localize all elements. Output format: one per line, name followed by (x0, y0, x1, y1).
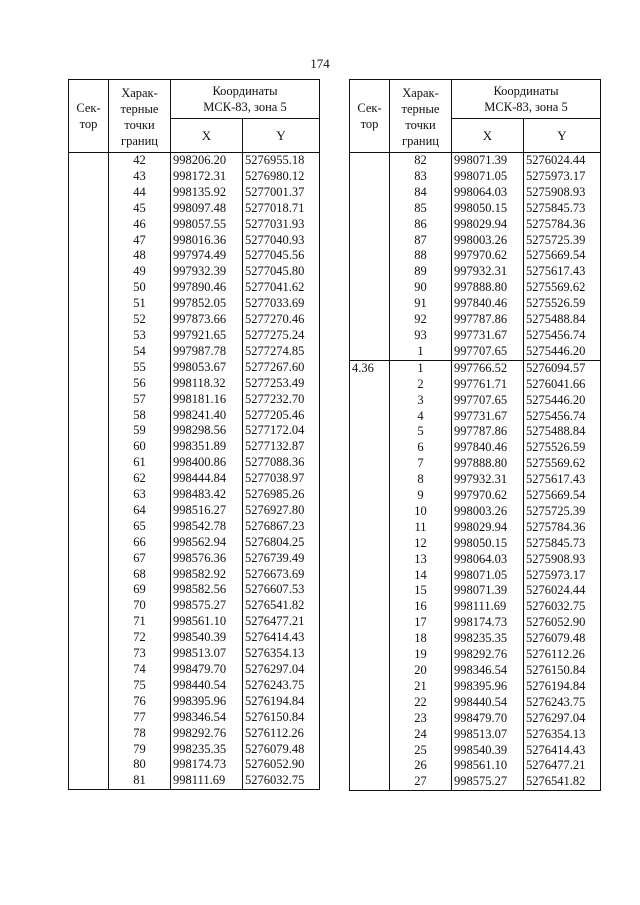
x-coordinate-cell: 997787.86 (452, 424, 524, 440)
header-y: Y (524, 119, 601, 153)
x-coordinate-cell: 998395.96 (452, 679, 524, 695)
x-coordinate-cell: 998181.16 (171, 392, 243, 408)
x-coordinate-cell: 998513.07 (171, 646, 243, 662)
x-coordinate-cell: 998513.07 (452, 727, 524, 743)
y-coordinate-cell: 5275488.84 (524, 424, 601, 440)
y-coordinate-cell: 5275908.93 (524, 185, 601, 201)
point-number-cell: 10 (390, 504, 452, 520)
point-number-cell: 79 (109, 742, 171, 758)
y-coordinate-cell: 5276112.26 (243, 726, 320, 742)
y-coordinate-cell: 5276414.43 (243, 630, 320, 646)
point-number-cell: 18 (390, 631, 452, 647)
point-number-cell: 89 (390, 264, 452, 280)
y-coordinate-cell: 5277132.87 (243, 439, 320, 455)
x-coordinate-cell: 998135.92 (171, 185, 243, 201)
point-number-cell: 68 (109, 567, 171, 583)
x-coordinate-cell: 998064.03 (452, 552, 524, 568)
point-number-cell: 61 (109, 455, 171, 471)
point-number-cell: 59 (109, 423, 171, 439)
x-coordinate-cell: 998241.40 (171, 408, 243, 424)
y-coordinate-cell: 5275669.54 (524, 248, 601, 264)
point-number-cell: 90 (390, 280, 452, 296)
point-number-cell: 47 (109, 233, 171, 249)
y-coordinate-cell: 5276112.26 (524, 647, 601, 663)
header-coords-label: Координаты МСК-83, зона 5 (203, 84, 287, 114)
point-number-cell: 50 (109, 280, 171, 296)
x-coordinate-cell: 997852.05 (171, 296, 243, 312)
x-coordinate-cell: 998029.94 (452, 217, 524, 233)
point-number-cell: 23 (390, 711, 452, 727)
x-coordinate-cell: 997932.39 (171, 264, 243, 280)
y-coordinate-cell: 5277033.69 (243, 296, 320, 312)
point-number-cell: 80 (109, 757, 171, 773)
y-coordinate-cell: 5276804.25 (243, 535, 320, 551)
y-coordinate-cell: 5276354.13 (243, 646, 320, 662)
x-coordinate-cell: 998053.67 (171, 360, 243, 376)
point-number-cell: 12 (390, 536, 452, 552)
sector-cell: 4.36 (350, 360, 390, 790)
x-coordinate-cell: 997987.78 (171, 344, 243, 360)
coordinates-table-left (68, 79, 320, 790)
y-coordinate-cell: 5276607.53 (243, 582, 320, 598)
y-coordinate-cell: 5276867.23 (243, 519, 320, 535)
point-number-cell: 76 (109, 694, 171, 710)
x-coordinate-cell: 998479.70 (171, 662, 243, 678)
point-number-cell: 91 (390, 296, 452, 312)
x-coordinate-cell: 998016.36 (171, 233, 243, 249)
y-coordinate-cell: 5277018.71 (243, 201, 320, 217)
y-coordinate-cell: 5277172.04 (243, 423, 320, 439)
x-coordinate-cell: 998561.10 (452, 758, 524, 774)
x-coordinate-cell: 998540.39 (171, 630, 243, 646)
point-number-cell: 63 (109, 487, 171, 503)
x-coordinate-cell: 998071.39 (452, 583, 524, 599)
point-number-cell: 21 (390, 679, 452, 695)
point-number-cell: 26 (390, 758, 452, 774)
point-number-cell: 60 (109, 439, 171, 455)
point-number-cell: 81 (109, 773, 171, 789)
x-coordinate-cell: 997731.67 (452, 328, 524, 344)
y-coordinate-cell: 5275526.59 (524, 440, 601, 456)
x-coordinate-cell: 997888.80 (452, 456, 524, 472)
point-number-cell: 65 (109, 519, 171, 535)
point-number-cell: 66 (109, 535, 171, 551)
y-coordinate-cell: 5276541.82 (524, 774, 601, 790)
y-coordinate-cell: 5276094.57 (524, 360, 601, 376)
x-coordinate-cell: 998582.92 (171, 567, 243, 583)
point-number-cell: 2 (390, 377, 452, 393)
point-number-cell: 85 (390, 201, 452, 217)
point-number-cell: 15 (390, 583, 452, 599)
y-coordinate-cell: 5275446.20 (524, 344, 601, 360)
point-number-cell: 82 (390, 153, 452, 169)
y-coordinate-cell: 5276739.49 (243, 551, 320, 567)
y-coordinate-cell: 5275526.59 (524, 296, 601, 312)
point-number-cell: 44 (109, 185, 171, 201)
y-coordinate-cell: 5277205.46 (243, 408, 320, 424)
x-coordinate-cell: 998071.05 (452, 568, 524, 584)
x-coordinate-cell: 998516.27 (171, 503, 243, 519)
header-points-label: Харак- терные точки границ (401, 86, 440, 148)
point-number-cell: 3 (390, 393, 452, 409)
y-coordinate-cell: 5277267.60 (243, 360, 320, 376)
point-number-cell: 16 (390, 599, 452, 615)
x-coordinate-cell: 998029.94 (452, 520, 524, 536)
x-coordinate-cell: 998540.39 (452, 743, 524, 759)
y-coordinate-cell: 5277038.97 (243, 471, 320, 487)
x-coordinate-cell: 997970.62 (452, 488, 524, 504)
point-number-cell: 14 (390, 568, 452, 584)
x-coordinate-cell: 998351.89 (171, 439, 243, 455)
x-coordinate-cell: 997921.65 (171, 328, 243, 344)
point-number-cell: 72 (109, 630, 171, 646)
x-coordinate-cell: 998395.96 (171, 694, 243, 710)
page-number: 174 (310, 56, 330, 71)
x-coordinate-cell: 998298.56 (171, 423, 243, 439)
y-coordinate-cell: 5277270.46 (243, 312, 320, 328)
point-number-cell: 9 (390, 488, 452, 504)
x-coordinate-cell: 998057.55 (171, 217, 243, 233)
point-number-cell: 71 (109, 614, 171, 630)
y-coordinate-cell: 5276032.75 (243, 773, 320, 789)
point-number-cell: 13 (390, 552, 452, 568)
header-points-label: Харак- терные точки границ (120, 86, 159, 148)
x-coordinate-cell: 998483.42 (171, 487, 243, 503)
y-coordinate-cell: 5275973.17 (524, 169, 601, 185)
y-coordinate-cell: 5276541.82 (243, 598, 320, 614)
header-points (390, 80, 452, 153)
y-coordinate-cell: 5275446.20 (524, 393, 601, 409)
y-coordinate-cell: 5276414.43 (524, 743, 601, 759)
point-number-cell: 20 (390, 663, 452, 679)
x-coordinate-cell: 998292.76 (171, 726, 243, 742)
y-coordinate-cell: 5275908.93 (524, 552, 601, 568)
x-coordinate-cell: 998346.54 (171, 710, 243, 726)
y-coordinate-cell: 5276673.69 (243, 567, 320, 583)
x-coordinate-cell: 998174.73 (452, 615, 524, 631)
point-number-cell: 74 (109, 662, 171, 678)
point-number-cell: 1 (390, 360, 452, 376)
table-row (69, 153, 320, 169)
y-coordinate-cell: 5275784.36 (524, 217, 601, 233)
point-number-cell: 19 (390, 647, 452, 663)
point-number-cell: 17 (390, 615, 452, 631)
x-coordinate-cell: 997888.80 (452, 280, 524, 296)
y-coordinate-cell: 5275973.17 (524, 568, 601, 584)
y-coordinate-cell: 5277041.62 (243, 280, 320, 296)
y-coordinate-cell: 5276354.13 (524, 727, 601, 743)
y-coordinate-cell: 5276297.04 (524, 711, 601, 727)
point-number-cell: 93 (390, 328, 452, 344)
point-number-cell: 83 (390, 169, 452, 185)
table-row (350, 360, 601, 376)
point-number-cell: 1 (390, 344, 452, 360)
point-number-cell: 62 (109, 471, 171, 487)
x-coordinate-cell: 998071.39 (452, 153, 524, 169)
point-number-cell: 6 (390, 440, 452, 456)
y-coordinate-cell: 5276985.26 (243, 487, 320, 503)
y-coordinate-cell: 5276477.21 (524, 758, 601, 774)
y-coordinate-cell: 5276032.75 (524, 599, 601, 615)
y-coordinate-cell: 5277045.56 (243, 248, 320, 264)
x-coordinate-cell: 997970.62 (452, 248, 524, 264)
table-row (350, 153, 601, 169)
header-sector-label: Сек- тор (76, 101, 101, 131)
point-number-cell: 67 (109, 551, 171, 567)
point-number-cell: 78 (109, 726, 171, 742)
point-number-cell: 64 (109, 503, 171, 519)
y-coordinate-cell: 5275845.73 (524, 536, 601, 552)
header-x: X (171, 119, 243, 153)
x-coordinate-cell: 997766.52 (452, 360, 524, 376)
y-coordinate-cell: 5275617.43 (524, 264, 601, 280)
point-number-cell: 11 (390, 520, 452, 536)
x-coordinate-cell: 998071.05 (452, 169, 524, 185)
x-coordinate-cell: 997761.71 (452, 377, 524, 393)
x-coordinate-cell: 998346.54 (452, 663, 524, 679)
y-coordinate-cell: 5275569.62 (524, 456, 601, 472)
header-x: X (452, 119, 524, 153)
header-y: Y (243, 119, 320, 153)
point-number-cell: 25 (390, 743, 452, 759)
point-number-cell: 58 (109, 408, 171, 424)
y-coordinate-cell: 5276041.66 (524, 377, 601, 393)
header-sector (350, 80, 390, 153)
y-coordinate-cell: 5277274.85 (243, 344, 320, 360)
point-number-cell: 87 (390, 233, 452, 249)
x-coordinate-cell: 998172.31 (171, 169, 243, 185)
y-coordinate-cell: 5276297.04 (243, 662, 320, 678)
y-coordinate-cell: 5277232.70 (243, 392, 320, 408)
point-number-cell: 52 (109, 312, 171, 328)
point-number-cell: 55 (109, 360, 171, 376)
x-coordinate-cell: 998561.10 (171, 614, 243, 630)
point-number-cell: 8 (390, 472, 452, 488)
point-number-cell: 86 (390, 217, 452, 233)
y-coordinate-cell: 5277001.37 (243, 185, 320, 201)
y-coordinate-cell: 5277040.93 (243, 233, 320, 249)
y-coordinate-cell: 5277275.24 (243, 328, 320, 344)
header-sector-label: Сек- тор (357, 101, 382, 131)
x-coordinate-cell: 998479.70 (452, 711, 524, 727)
x-coordinate-cell: 998440.54 (452, 695, 524, 711)
x-coordinate-cell: 998575.27 (452, 774, 524, 790)
y-coordinate-cell: 5276194.84 (524, 679, 601, 695)
y-coordinate-cell: 5276052.90 (243, 757, 320, 773)
x-coordinate-cell: 997731.67 (452, 409, 524, 425)
x-coordinate-cell: 998111.69 (452, 599, 524, 615)
y-coordinate-cell: 5275669.54 (524, 488, 601, 504)
point-number-cell: 48 (109, 248, 171, 264)
x-coordinate-cell: 998444.84 (171, 471, 243, 487)
point-number-cell: 56 (109, 376, 171, 392)
y-coordinate-cell: 5276243.75 (243, 678, 320, 694)
point-number-cell: 49 (109, 264, 171, 280)
y-coordinate-cell: 5276052.90 (524, 615, 601, 631)
point-number-cell: 54 (109, 344, 171, 360)
point-number-cell: 77 (109, 710, 171, 726)
point-number-cell: 5 (390, 424, 452, 440)
y-coordinate-cell: 5275784.36 (524, 520, 601, 536)
point-number-cell: 24 (390, 727, 452, 743)
y-coordinate-cell: 5275617.43 (524, 472, 601, 488)
header-coords (171, 80, 320, 119)
point-number-cell: 42 (109, 153, 171, 169)
y-coordinate-cell: 5275845.73 (524, 201, 601, 217)
point-number-cell: 7 (390, 456, 452, 472)
x-coordinate-cell: 997707.65 (452, 344, 524, 360)
y-coordinate-cell: 5276980.12 (243, 169, 320, 185)
header-points (109, 80, 171, 153)
x-coordinate-cell: 997840.46 (452, 440, 524, 456)
point-number-cell: 92 (390, 312, 452, 328)
x-coordinate-cell: 998003.26 (452, 233, 524, 249)
x-coordinate-cell: 998174.73 (171, 757, 243, 773)
sector-cell (350, 153, 390, 361)
header-coords (452, 80, 601, 119)
x-coordinate-cell: 998003.26 (452, 504, 524, 520)
x-coordinate-cell: 997840.46 (452, 296, 524, 312)
x-coordinate-cell: 998235.35 (171, 742, 243, 758)
x-coordinate-cell: 997787.86 (452, 312, 524, 328)
y-coordinate-cell: 5276079.48 (524, 631, 601, 647)
point-number-cell: 84 (390, 185, 452, 201)
y-coordinate-cell: 5275456.74 (524, 409, 601, 425)
point-number-cell: 4 (390, 409, 452, 425)
y-coordinate-cell: 5275725.39 (524, 504, 601, 520)
point-number-cell: 53 (109, 328, 171, 344)
x-coordinate-cell: 998206.20 (171, 153, 243, 169)
y-coordinate-cell: 5276024.44 (524, 153, 601, 169)
x-coordinate-cell: 997932.31 (452, 264, 524, 280)
y-coordinate-cell: 5275569.62 (524, 280, 601, 296)
y-coordinate-cell: 5276194.84 (243, 694, 320, 710)
point-number-cell: 45 (109, 201, 171, 217)
y-coordinate-cell: 5276927.80 (243, 503, 320, 519)
point-number-cell: 51 (109, 296, 171, 312)
x-coordinate-cell: 998576.36 (171, 551, 243, 567)
y-coordinate-cell: 5276150.84 (524, 663, 601, 679)
x-coordinate-cell: 998292.76 (452, 647, 524, 663)
x-coordinate-cell: 997890.46 (171, 280, 243, 296)
y-coordinate-cell: 5276477.21 (243, 614, 320, 630)
x-coordinate-cell: 997974.49 (171, 248, 243, 264)
x-coordinate-cell: 998064.03 (452, 185, 524, 201)
y-coordinate-cell: 5277031.93 (243, 217, 320, 233)
x-coordinate-cell: 997932.31 (452, 472, 524, 488)
x-coordinate-cell: 998575.27 (171, 598, 243, 614)
y-coordinate-cell: 5275725.39 (524, 233, 601, 249)
x-coordinate-cell: 998440.54 (171, 678, 243, 694)
y-coordinate-cell: 5277088.36 (243, 455, 320, 471)
y-coordinate-cell: 5275456.74 (524, 328, 601, 344)
point-number-cell: 88 (390, 248, 452, 264)
point-number-cell: 43 (109, 169, 171, 185)
y-coordinate-cell: 5275488.84 (524, 312, 601, 328)
y-coordinate-cell: 5276079.48 (243, 742, 320, 758)
x-coordinate-cell: 998235.35 (452, 631, 524, 647)
y-coordinate-cell: 5276955.18 (243, 153, 320, 169)
header-coords-label: Координаты МСК-83, зона 5 (484, 84, 568, 114)
x-coordinate-cell: 997873.66 (171, 312, 243, 328)
x-coordinate-cell: 998050.15 (452, 536, 524, 552)
y-coordinate-cell: 5277253.49 (243, 376, 320, 392)
x-coordinate-cell: 998050.15 (452, 201, 524, 217)
coordinates-table-right (349, 79, 601, 791)
y-coordinate-cell: 5276243.75 (524, 695, 601, 711)
point-number-cell: 73 (109, 646, 171, 662)
sector-cell (69, 153, 109, 790)
point-number-cell: 70 (109, 598, 171, 614)
y-coordinate-cell: 5276024.44 (524, 583, 601, 599)
y-coordinate-cell: 5276150.84 (243, 710, 320, 726)
x-coordinate-cell: 997707.65 (452, 393, 524, 409)
x-coordinate-cell: 998582.56 (171, 582, 243, 598)
point-number-cell: 57 (109, 392, 171, 408)
header-sector (69, 80, 109, 153)
x-coordinate-cell: 998542.78 (171, 519, 243, 535)
y-coordinate-cell: 5277045.80 (243, 264, 320, 280)
point-number-cell: 27 (390, 774, 452, 790)
x-coordinate-cell: 998097.48 (171, 201, 243, 217)
x-coordinate-cell: 998562.94 (171, 535, 243, 551)
x-coordinate-cell: 998118.32 (171, 376, 243, 392)
point-number-cell: 46 (109, 217, 171, 233)
point-number-cell: 75 (109, 678, 171, 694)
point-number-cell: 69 (109, 582, 171, 598)
x-coordinate-cell: 998111.69 (171, 773, 243, 789)
x-coordinate-cell: 998400.86 (171, 455, 243, 471)
point-number-cell: 22 (390, 695, 452, 711)
